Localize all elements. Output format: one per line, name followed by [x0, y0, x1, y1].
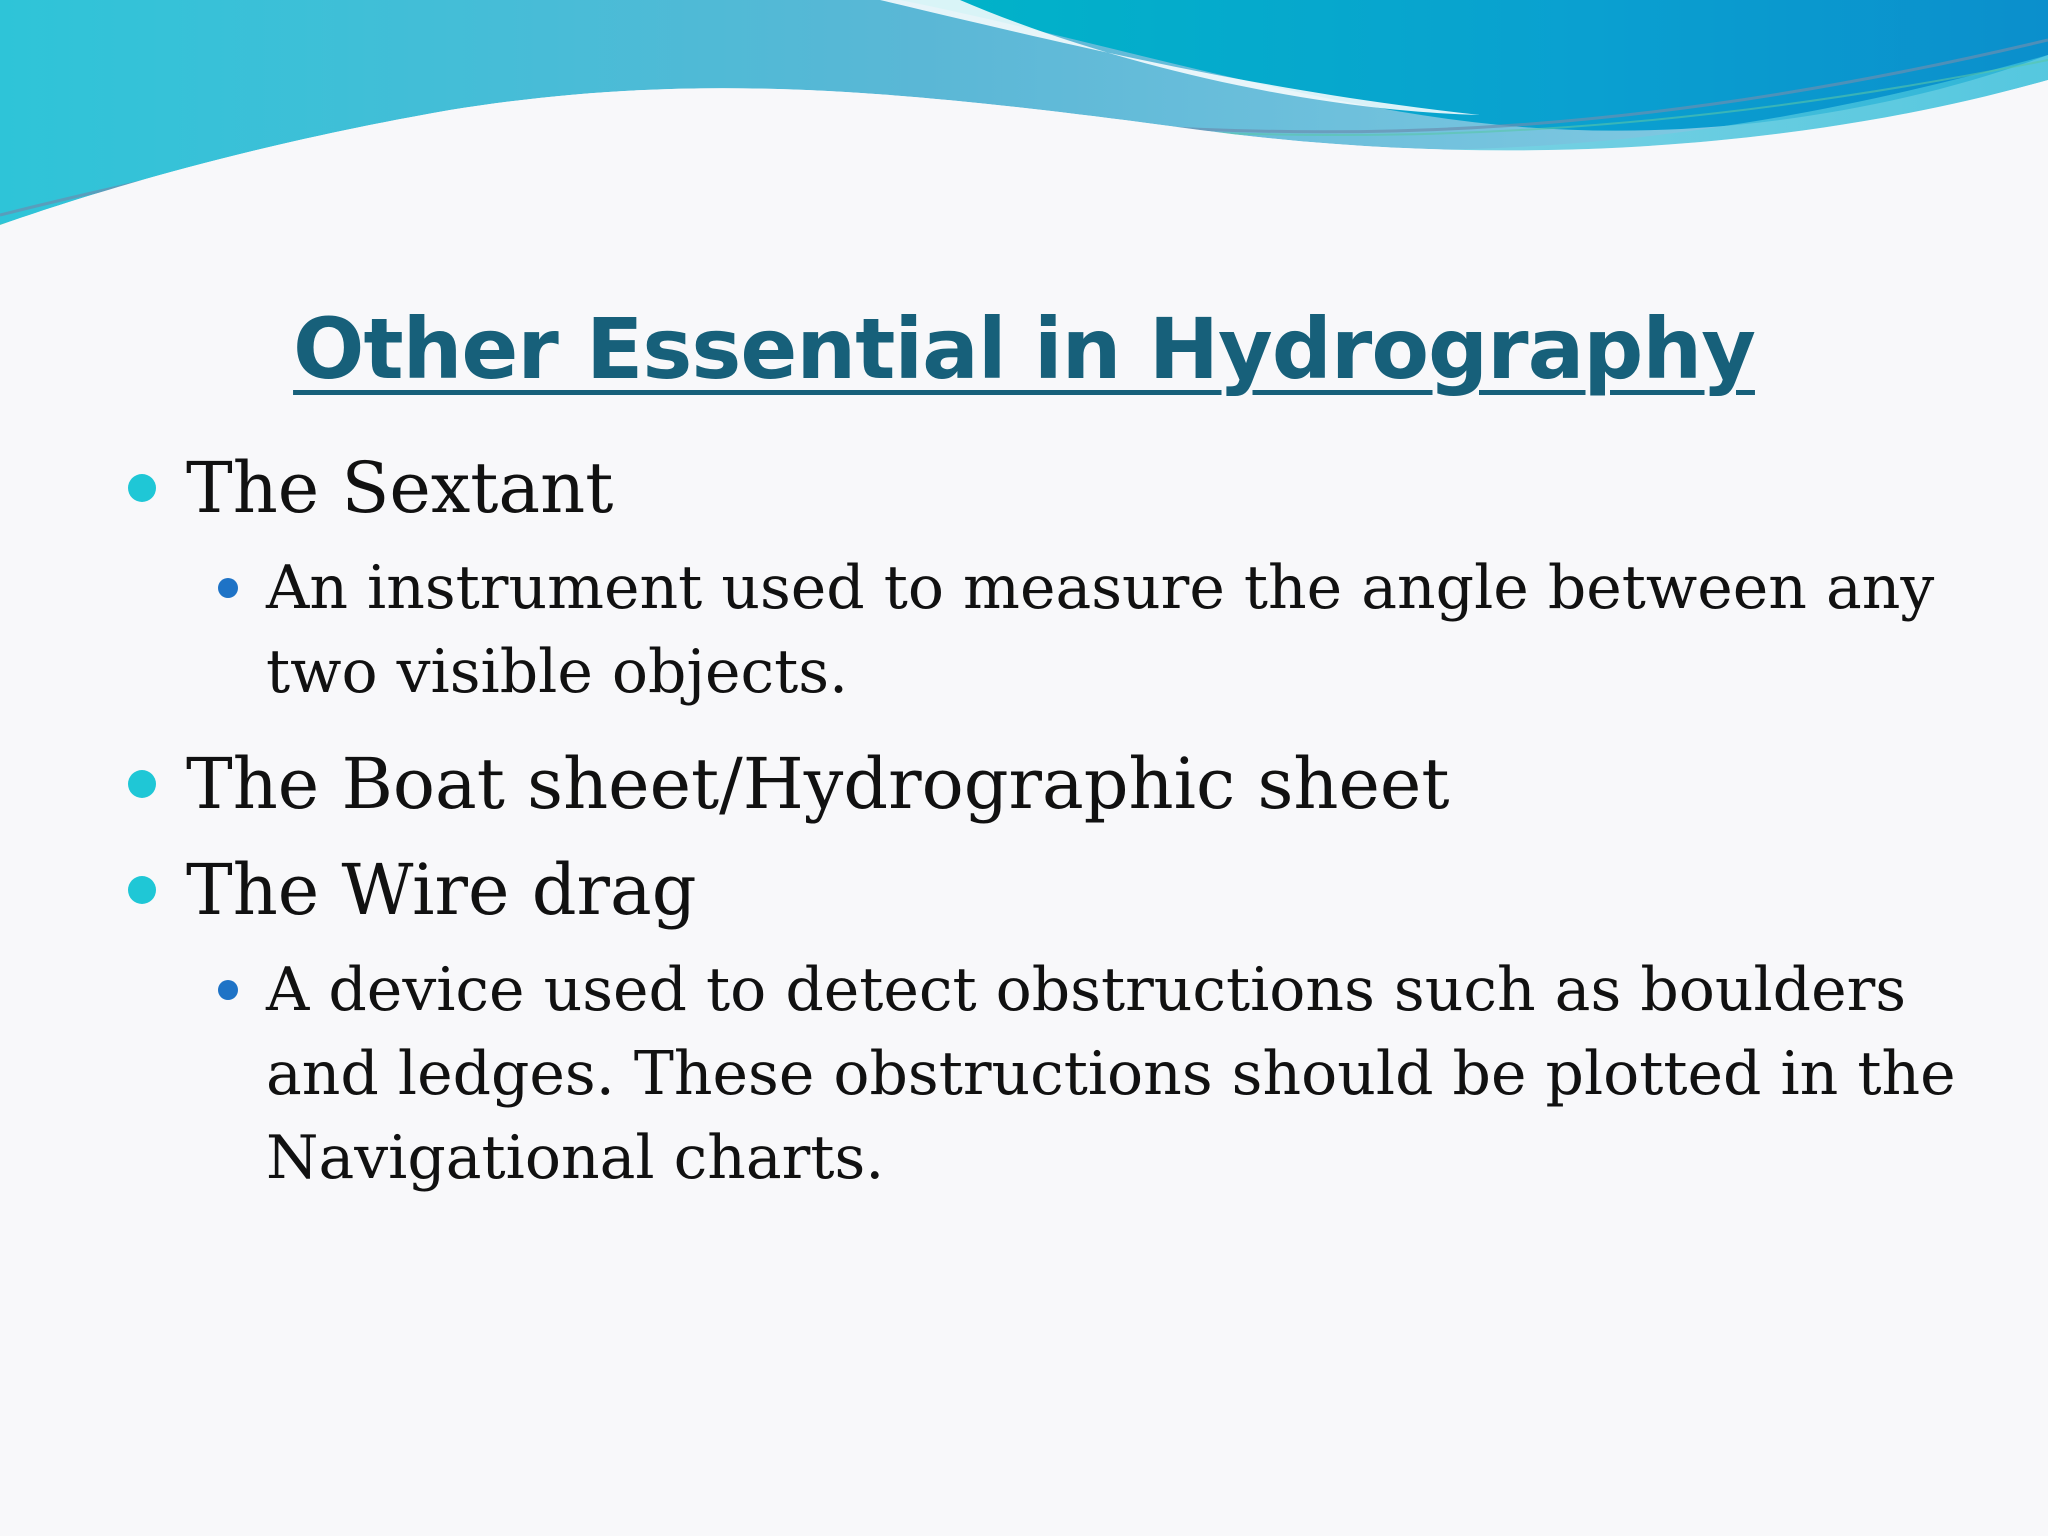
- sub-bullet-text: An instrument used to measure the angle between any two visible objects.: [266, 553, 1935, 707]
- bullet-dot-icon: [128, 474, 156, 502]
- sub-bullet-item: [0, 546, 2048, 714]
- sub-bullet-dot-icon: [218, 578, 238, 598]
- bullet-item: [0, 440, 2048, 536]
- header-wave-decoration: [0, 0, 2048, 240]
- bullet-text: The Wire drag: [186, 849, 697, 931]
- bullet-list: [0, 440, 2048, 1200]
- slide-title: Other Essential in Hydrography: [293, 300, 1755, 398]
- sub-bullet-text: A device used to detect obstructions such as boulders and ledges. These obstructions should be plotted in the Navigational charts.: [266, 955, 1956, 1193]
- sub-bullet-dot-icon: [218, 980, 238, 1000]
- bullet-text: The Sextant: [186, 447, 614, 529]
- bullet-text: The Boat sheet/Hydrographic sheet: [186, 743, 1450, 825]
- bullet-dot-icon: [128, 770, 156, 798]
- bullet-dot-icon: [128, 876, 156, 904]
- sub-bullet-item: [0, 948, 2048, 1200]
- bullet-item: [0, 736, 2048, 832]
- bullet-item: [0, 842, 2048, 938]
